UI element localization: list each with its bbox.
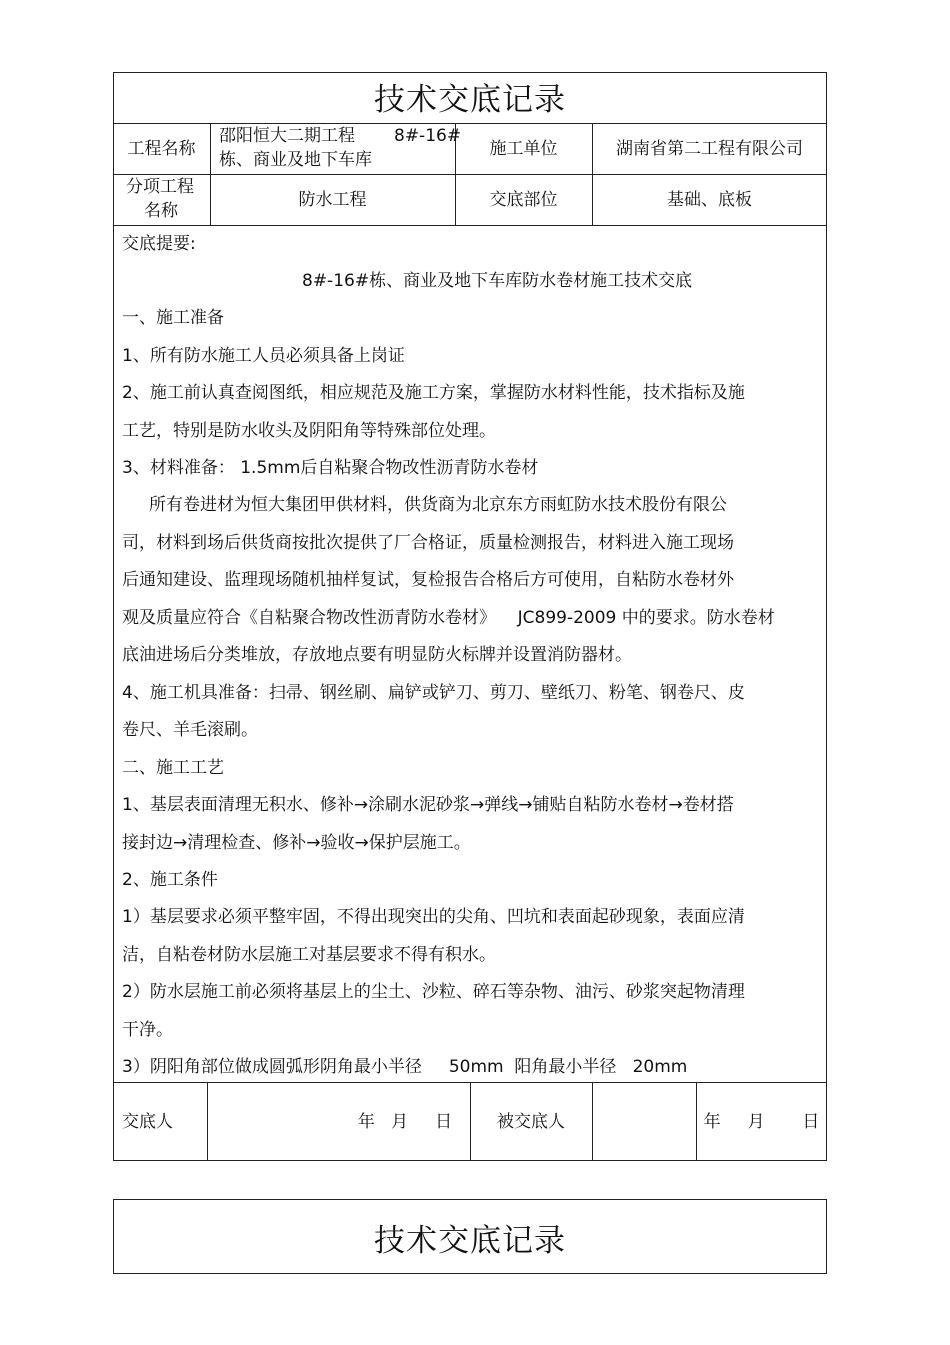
body-line: 司，材料到场后供货商按批次提供了厂合格证，质量检测报告，材料进入施工现场 <box>122 533 734 553</box>
project-name-value-line2: 栋、商业及地下车库 <box>219 150 372 170</box>
page-title: 技术交底记录 <box>374 82 566 118</box>
body-line: 观及质量应符合《自粘聚合物改性沥青防水卷材》 JC899-2009 中的要求。防水卷材 <box>122 608 775 628</box>
body-line: 后通知建设、监理现场随机抽样复试，复检报告合格后方可使用，自粘防水卷材外 <box>122 570 734 590</box>
body-line: 2）防水层施工前必须将基层上的尘土、沙粒、碎石等杂物、油污、砂浆突起物清理 <box>122 982 745 1002</box>
subitem-label-line2: 名称 <box>144 201 178 221</box>
body-line: 底油进场后分类堆放，存放地点要有明显防火标牌并设置消防器材。 <box>122 645 632 665</box>
construction-unit-value: 湖南省第二工程有限公司 <box>616 138 803 159</box>
body-line: 2、施工条件 <box>122 870 218 890</box>
handover-receiver-label: 被交底人 <box>497 1111 565 1132</box>
project-name-value-line1b: 8#-16# <box>394 126 462 146</box>
body-line: 3）阴阳角部位做成圆弧形阴角最小半径 50mm 阳角最小半径 20mm <box>122 1057 688 1077</box>
summary-label: 交底提要: <box>122 234 196 254</box>
body-line: 接封边→清理检查、修补→验收→保护层施工。 <box>122 833 471 853</box>
body-line: 2、施工前认真查阅图纸，相应规范及施工方案，掌握防水材料性能，技术指标及施 <box>122 383 745 403</box>
body-line: 卷尺、羊毛滚刷。 <box>122 720 258 740</box>
body-line: 4、施工机具准备：扫帚、钢丝刷、扁铲或铲刀、剪刀、壁纸刀、粉笔、钢卷尺、皮 <box>122 683 745 703</box>
handover-giver-label: 交底人 <box>122 1111 173 1132</box>
body-line: 1）基层要求必须平整牢固，不得出现突出的尖角、凹坑和表面起砂现象，表面应清 <box>122 907 745 927</box>
project-name-value-line1a: 邵阳恒大二期工程 <box>219 126 355 146</box>
body-line: 二、施工工艺 <box>122 758 224 778</box>
body-line: 3、材料准备： 1.5mm后自粘聚合物改性沥青防水卷材 <box>122 458 539 478</box>
body-line: 1、所有防水施工人员必须具备上岗证 <box>122 346 405 366</box>
body-line: 工艺，特别是防水收头及阴阳角等特殊部位处理。 <box>122 421 496 441</box>
rule-row2-bottom <box>113 225 827 226</box>
subitem-label-line1: 分项工程 <box>126 177 194 197</box>
body-line: 所有卷进材为恒大集团甲供材料，供货商为北京东方雨虹防水技术股份有限公 <box>122 495 728 515</box>
body-line: 一、施工准备 <box>122 308 224 328</box>
project-name-label: 工程名称 <box>127 138 196 159</box>
subitem-value: 防水工程 <box>298 189 367 210</box>
handover-date-2: 年 月 日 <box>703 1111 820 1132</box>
body-line: 干净。 <box>122 1020 173 1040</box>
handover-date-1: 年 月 日 <box>357 1111 453 1132</box>
page2-title: 技术交底记录 <box>374 1223 566 1259</box>
body-line: 1、基层表面清理无积水、修补→涂刷水泥砂浆→弹线→铺贴自粘防水卷材→卷材搭 <box>122 795 734 815</box>
handover-part-label: 交底部位 <box>489 189 558 210</box>
body-line: 洁，自粘卷材防水层施工对基层要求不得有积水。 <box>122 945 496 965</box>
handover-part-value: 基础、底板 <box>667 189 752 210</box>
rule-footer-col1 <box>207 1082 208 1161</box>
document-heading: 8#-16#栋、商业及地下车库防水卷材施工技术交底 <box>302 271 693 291</box>
rule-footer-col3 <box>592 1082 593 1161</box>
construction-unit-label: 施工单位 <box>489 138 558 159</box>
